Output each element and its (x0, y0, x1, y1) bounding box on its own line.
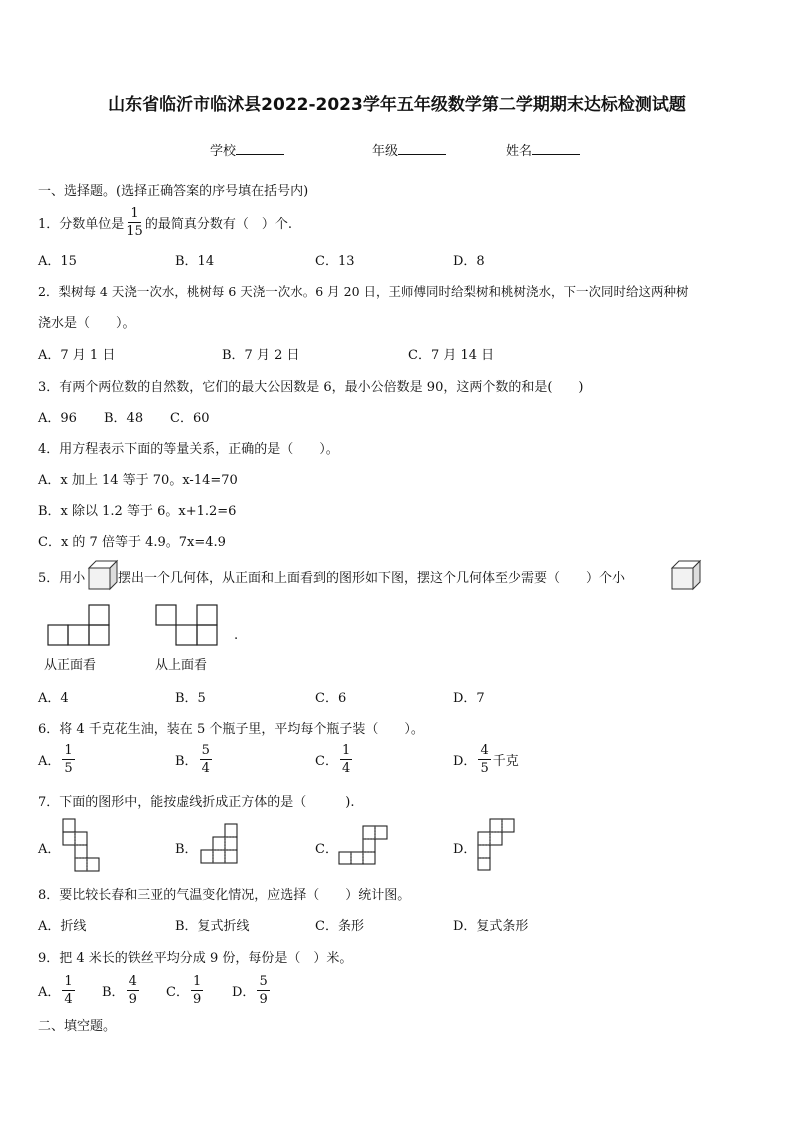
q6-option-d-fraction (478, 744, 490, 775)
q5-option-b: B．5 (175, 691, 206, 706)
q1-text-post: 的最简真分数有（ ）个. (144, 217, 292, 232)
frac-num: 1 (64, 974, 73, 989)
q3-option-b: B．48 (104, 411, 144, 426)
q9-option-c-fraction (191, 975, 203, 1006)
q6-option-b-fraction (200, 744, 212, 775)
q9-option-a-label: A． (38, 985, 61, 1000)
q6-option-c-label: C． (315, 754, 338, 769)
q4-option-a: A．x 加上 14 等于 70。x-14=70 (38, 473, 238, 488)
q2-text-line1: 2．梨树每 4 天浇一次水，桃树每 6 天浇一次水。6 月 20 日，王师傅同时给梨树和桃树浇水，下一次同时给这两种树 (38, 284, 689, 299)
q1-option-d: D．8 (453, 254, 485, 269)
q9-option-c (166, 975, 205, 1006)
q9-option-d-label: D． (232, 985, 256, 1000)
q6-option-d (453, 744, 519, 775)
section-heading-fill: 二、填空题。 (38, 1019, 117, 1034)
small-cube-icon (671, 560, 701, 590)
top-view-figure (155, 604, 219, 648)
frac-num: 5 (259, 974, 268, 989)
q9-option-a (38, 975, 77, 1006)
q7-net-c-figure (338, 825, 390, 865)
frac-num: 5 (201, 743, 210, 758)
grade-blank[interactable] (398, 142, 446, 155)
q5-dot: . (234, 628, 239, 643)
q6-option-c (315, 744, 354, 775)
q4-text: 4．用方程表示下面的等量关系，正确的是（ ）。 (38, 442, 339, 457)
q3-option-c: C．60 (170, 411, 210, 426)
q3-option-a: A．96 (38, 411, 77, 426)
q9-option-a-fraction (62, 975, 74, 1006)
q9-option-c-label: C． (166, 985, 189, 1000)
q2-option-a: A．7 月 1 日 (38, 348, 116, 363)
frac-den: 9 (192, 992, 202, 1007)
q1-frac-num: 1 (130, 206, 139, 221)
q6-text: 6．将 4 千克花生油，装在 5 个瓶子里，平均每个瓶子装（ ）。 (38, 722, 424, 737)
school-label: 学校 (210, 144, 237, 159)
q2-option-c: C．7 月 14 日 (408, 348, 495, 363)
q5-option-c: C．6 (315, 691, 347, 706)
q8-option-b: B．复式折线 (175, 919, 250, 934)
q1-option-a: A．15 (38, 254, 77, 269)
q7-option-a-label: A． (38, 842, 61, 857)
school-field[interactable] (210, 140, 284, 159)
front-view-figure (47, 604, 111, 648)
top-view-label: 从上面看 (155, 658, 208, 673)
school-blank[interactable] (236, 142, 284, 155)
frac-num: 1 (341, 743, 351, 758)
front-view-label: 从正面看 (44, 658, 97, 673)
q8-option-c: C．条形 (315, 919, 364, 934)
q9-option-b-fraction (127, 975, 139, 1006)
q7-option-b-label: B． (175, 842, 198, 857)
q9-option-d (232, 975, 272, 1006)
q8-text: 8．要比较长春和三亚的气温变化情况，应选择（ ）统计图。 (38, 888, 411, 903)
q6-option-a (38, 744, 77, 775)
q1-option-b: B．14 (175, 254, 215, 269)
q5-text-pre: 5．用小 (38, 571, 86, 586)
frac-num: 4 (128, 974, 137, 989)
q4-option-b: B．x 除以 1.2 等于 6。x+1.2=6 (38, 504, 237, 519)
small-cube-icon (88, 560, 118, 590)
q8-option-d: D．复式条形 (453, 919, 529, 934)
q6-option-d-label: D． (453, 754, 477, 769)
q4-option-c: C．x 的 7 倍等于 4.9。7x=4.9 (38, 535, 226, 550)
name-field[interactable] (506, 140, 580, 159)
q9-text: 9．把 4 米长的铁丝平均分成 9 份，每份是（ ）米。 (38, 951, 353, 966)
q7-net-d-figure (477, 818, 519, 872)
grade-field[interactable] (372, 140, 446, 159)
q7-net-b-figure (200, 823, 244, 865)
q5-text-mid: 摆出一个几何体，从正面和上面看到的图形如下图，摆这个几何体至少需要（ ）个小 (118, 571, 626, 586)
frac-den: 5 (480, 761, 489, 776)
q5-option-a: A．4 (38, 691, 69, 706)
q5-option-d: D．7 (453, 691, 485, 706)
frac-den: 5 (64, 761, 73, 776)
frac-num: 1 (64, 743, 73, 758)
q1-fraction (126, 207, 143, 238)
q8-option-a: A．折线 (38, 919, 87, 934)
q2-option-b: B．7 月 2 日 (222, 348, 300, 363)
frac-den: 4 (341, 761, 351, 776)
q6-option-a-label: A． (38, 754, 61, 769)
q1-option-c: C．13 (315, 254, 355, 269)
name-blank[interactable] (532, 142, 580, 155)
q9-option-b (102, 975, 141, 1006)
q1-text-pre: 1．分数单位是 (38, 217, 125, 232)
q6-option-c-fraction (340, 744, 352, 775)
q3-text: 3．有两个两位数的自然数，它们的最大公因数是 6，最小公倍数是 90，这两个数的和是( ) (38, 380, 584, 395)
q7-option-c-label: C． (315, 842, 338, 857)
frac-num: 1 (192, 974, 202, 989)
frac-den: 4 (201, 761, 210, 776)
q9-option-d-fraction (257, 975, 269, 1006)
q6-option-d-unit: 千克 (492, 754, 519, 769)
q7-text: 7．下面的图形中，能按虚线折成正方体的是（ ). (38, 795, 355, 810)
q6-option-b (175, 744, 214, 775)
q6-option-b-label: B． (175, 754, 198, 769)
q9-option-b-label: B． (102, 985, 125, 1000)
q6-option-a-fraction (62, 744, 74, 775)
page-title: 山东省临沂市临沭县2022-2023学年五年级数学第二学期期末达标检测试题 (108, 95, 686, 115)
name-label: 姓名 (506, 144, 533, 159)
q1-frac-den: 15 (126, 224, 143, 239)
question-1 (38, 207, 292, 238)
section-heading-choice: 一、选择题。(选择正确答案的序号填在括号内) (38, 184, 309, 199)
frac-den: 9 (259, 992, 268, 1007)
frac-num: 4 (480, 743, 489, 758)
q7-option-d-label: D． (453, 842, 477, 857)
q7-net-a-figure (62, 818, 102, 874)
frac-den: 9 (128, 992, 137, 1007)
grade-label: 年级 (372, 144, 399, 159)
frac-den: 4 (64, 992, 73, 1007)
q2-text-line2: 浇水是（ ）。 (38, 316, 136, 331)
